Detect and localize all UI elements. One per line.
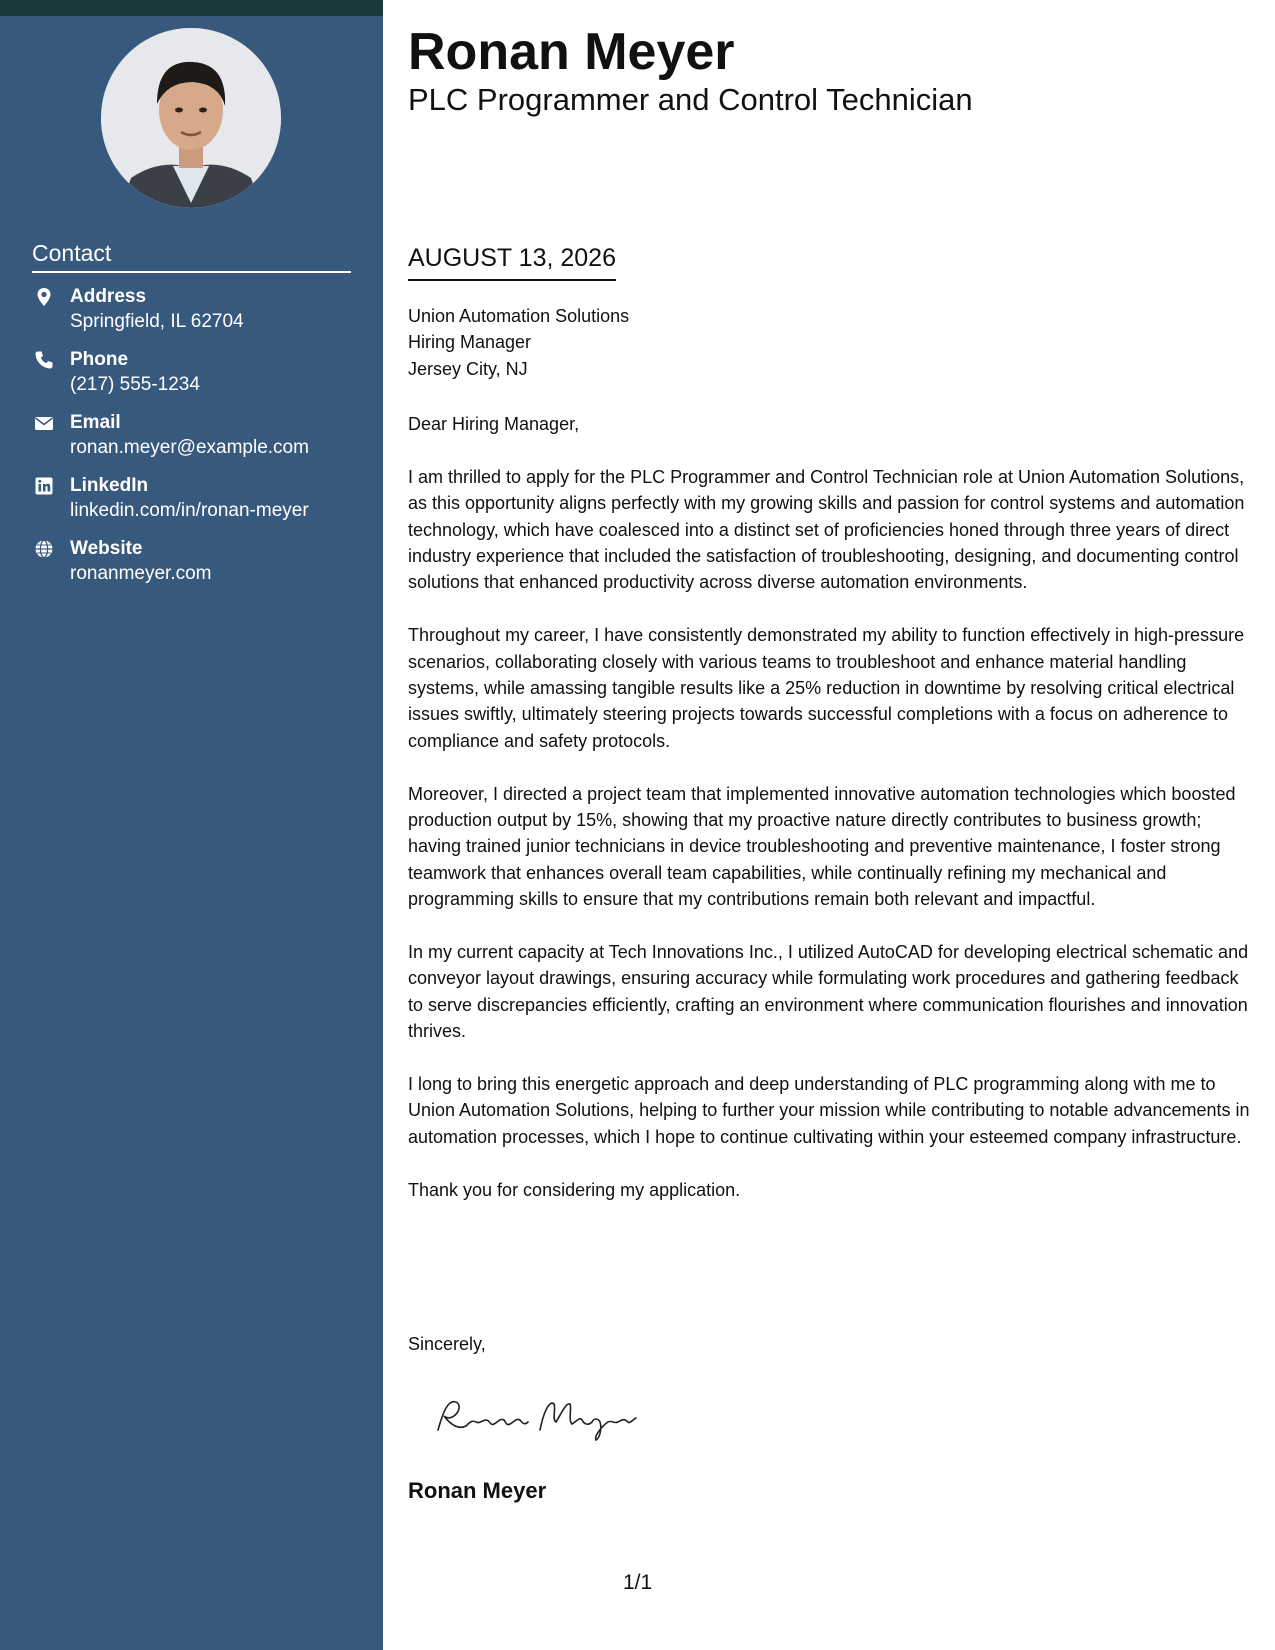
email-link[interactable]: ronan.meyer@example.com (70, 437, 309, 458)
paragraph: Throughout my career, I have consistently demonstrated my ability to function effectively in high-pressure scenarios, collaborating closely with various teams to troubleshoot and enhance material handling systems, while amassing tangible results like a 25% reduction in downtime by resolving critical electrical issues swiftly, ultimately steering projects towards successful completions with a focus on adherence to compliance and safety protocols. (408, 625, 1245, 751)
contact-item-email (32, 410, 362, 473)
contact-item-address (32, 284, 362, 347)
avatar (101, 28, 281, 208)
linkedin-icon (34, 476, 54, 496)
phone-value[interactable]: (217) 555-1234 (70, 374, 200, 395)
globe-icon (34, 539, 54, 559)
signature-image (432, 1386, 652, 1446)
contact-label: LinkedIn (70, 475, 149, 496)
recipient-attention: Hiring Manager (408, 332, 532, 353)
website-link[interactable]: ronanmeyer.com (70, 563, 212, 584)
page-number: 1/1 (623, 1571, 653, 1594)
salutation: Dear Hiring Manager, (408, 414, 580, 434)
sidebar-top-bar (0, 0, 383, 16)
recipient-block (408, 303, 629, 382)
recipient-location: Jersey City, NJ (408, 358, 528, 379)
contact-label: Address (70, 286, 147, 307)
letter-content (408, 411, 1253, 1229)
signed-name: Ronan Meyer (408, 1478, 547, 1503)
letter-date: AUGUST 13, 2026 (408, 244, 616, 281)
envelope-icon (34, 413, 54, 433)
applicant-name: Ronan Meyer (408, 23, 735, 81)
contact-item-linkedin (32, 473, 362, 536)
sidebar (0, 0, 383, 1650)
job-title: PLC Programmer and Control Technician (408, 82, 973, 117)
contact-list (32, 284, 362, 599)
contact-item-website (32, 536, 362, 599)
contact-label: Website (70, 538, 143, 559)
linkedin-link[interactable]: linkedin.com/in/ronan-meyer (70, 500, 309, 521)
map-pin-icon (34, 287, 54, 307)
contact-item-phone (32, 347, 362, 410)
closing: Sincerely, (408, 1334, 486, 1354)
paragraph: Moreover, I directed a project team that implemented innovative automation technologies which boosted production output by 15%, showing that my proactive nature directly contributes to business growth; having trained junior technicians in device troubleshooting and preventive maintenance, I foster strong teamwork that enhances overall team capabilities, while continually refining my mechanical and programming skills to ensure that my contributions remain both relevant and impactful. (408, 783, 1236, 910)
profile-photo (101, 28, 281, 208)
contact-label: Phone (70, 349, 129, 370)
contact-label: Email (70, 412, 121, 433)
phone-icon (34, 350, 54, 370)
paragraph: I long to bring this energetic approach and deep understanding of PLC programming along with me to Union Automation Solutions, helping to further your mission while contributing to notable advancements in automation processes, which I hope to continue cultivating within your esteemed company infrastructure. (408, 1074, 1250, 1147)
paragraph: Thank you for considering my application. (408, 1179, 741, 1200)
contact-heading: Contact (32, 240, 351, 273)
address-value: Springfield, IL 62704 (70, 311, 244, 332)
recipient-company: Union Automation Solutions (408, 306, 630, 326)
paragraph: I am thrilled to apply for the PLC Programmer and Control Technician role at Union Automation Solutions, as this opportunity aligns perfectly with my growing skills and passion for control systems and automation technology, which have coalesced into a distinct set of proficiencies honed through three years of direct industry experience that included the satisfaction of troubleshooting, designing, and documenting control solutions that enhanced productivity across diverse automation environments. (408, 466, 1245, 593)
paragraph: In my current capacity at Tech Innovations Inc., I utilized AutoCAD for developing electrical schematic and conveyor layout drawings, ensuring accuracy while formulating work procedures and gathering feedback to serve discrepancies efficiently, crafting an environment where communication flourishes and innovation thrives. (408, 942, 1249, 1042)
